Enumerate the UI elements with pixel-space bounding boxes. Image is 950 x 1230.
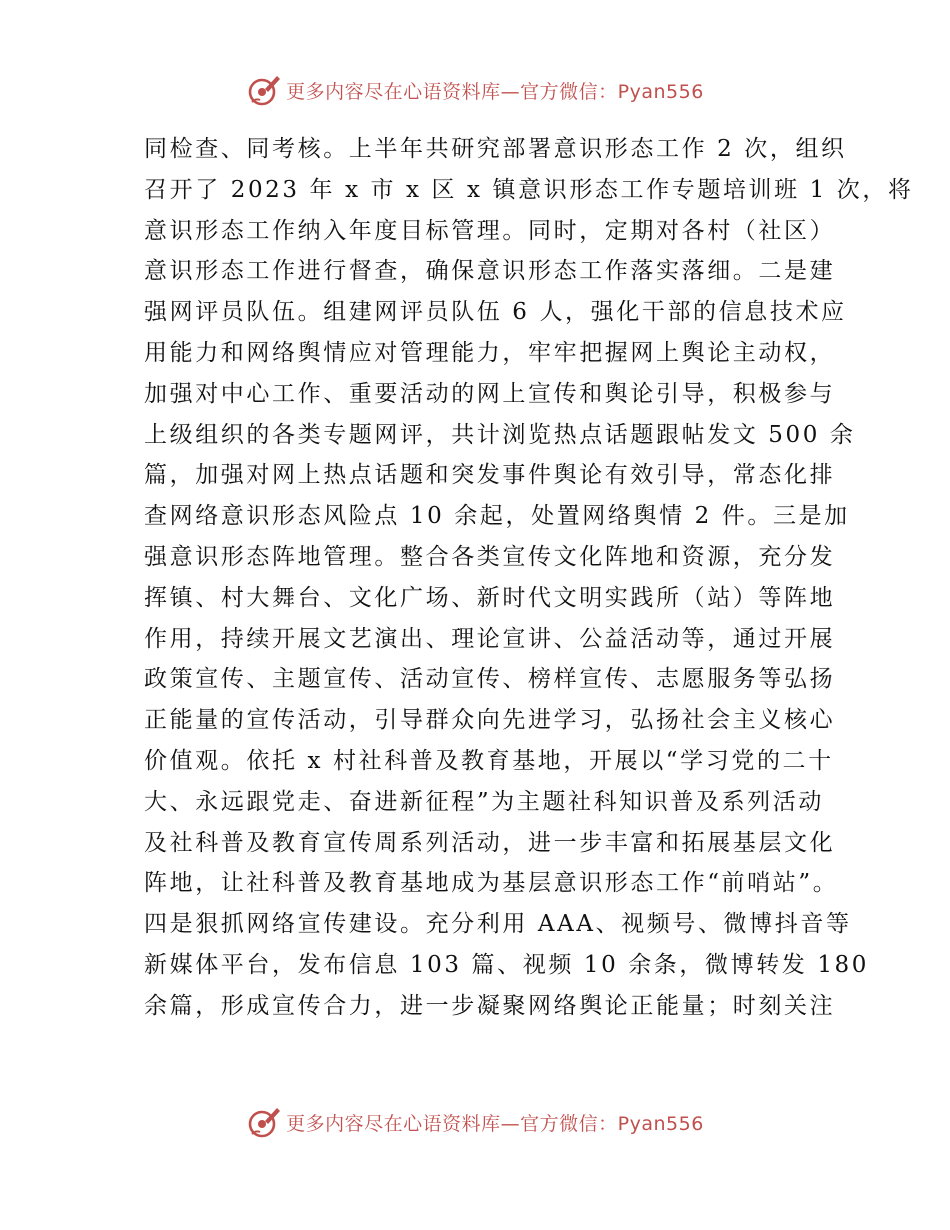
header-banner-text: 更多内容尽在心语资料库—官方微信：Pyan556	[286, 80, 704, 103]
pen-circle-logo-icon	[246, 72, 282, 108]
body-line: 强网评员队伍。组建网评员队伍 6 人，强化干部的信息技术应	[144, 299, 847, 326]
body-line: 正能量的宣传活动，引导群众向先进学习，弘扬社会主义核心	[144, 707, 836, 734]
body-line: 挥镇、村大舞台、文化广场、新时代文明实践所（站）等阵地	[144, 584, 836, 611]
footer-banner	[0, 1102, 950, 1142]
body-line: 意识形态工作进行督查，确保意识形态工作落实落细。二是建	[144, 258, 836, 285]
document-body	[144, 129, 914, 1027]
body-line: 阵地，让社科普及教育基地成为基层意识形态工作“前哨站”。	[144, 870, 839, 897]
body-line: 余篇，形成宣传合力，进一步凝聚网络舆论正能量；时刻关注	[144, 992, 836, 1019]
body-line: 用能力和网络舆情应对管理能力，牢牢把握网上舆论主动权，	[144, 339, 836, 366]
body-line: 政策宣传、主题宣传、活动宣传、榜样宣传、志愿服务等弘扬	[144, 666, 836, 693]
footer-banner-text: 更多内容尽在心语资料库—官方微信：Pyan556	[286, 1112, 704, 1135]
body-line: 新媒体平台，发布信息 103 篇、视频 10 余条，微博转发 180	[144, 951, 870, 978]
body-line: 查网络意识形态风险点 10 余起，处置网络舆情 2 件。三是加	[144, 503, 850, 530]
body-line: 加强对中心工作、重要活动的网上宣传和舆论引导，积极参与	[144, 380, 836, 407]
body-line: 同检查、同考核。上半年共研究部署意识形态工作 2 次，组织	[144, 136, 847, 162]
body-line: 及社科普及教育宣传周系列活动，进一步丰富和拓展基层文化	[144, 829, 836, 856]
body-line: 大、永远跟党走、奋进新征程”为主题社科知识普及系列活动	[144, 788, 824, 815]
header-banner	[0, 70, 950, 110]
body-line: 价值观。依托 x 村社科普及教育基地，开展以“学习党的二十	[144, 747, 834, 774]
body-line: 篇，加强对网上热点话题和突发事件舆论有效引导，常态化排	[144, 462, 836, 489]
body-line: 作用，持续开展文艺演出、理论宣讲、公益活动等，通过开展	[144, 625, 836, 652]
pen-circle-logo-icon	[246, 1104, 282, 1140]
body-line: 召开了 2023 年 x 市 x 区 x 镇意识形态工作专题培训班 1 次，将	[144, 176, 914, 203]
body-line: 意识形态工作纳入年度目标管理。同时，定期对各村（社区）	[144, 217, 836, 244]
body-line: 上级组织的各类专题网评，共计浏览热点话题跟帖发文 500 余	[144, 421, 856, 448]
body-line: 四是狠抓网络宣传建设。充分利用 AAA、视频号、微博抖音等	[144, 911, 852, 938]
body-line: 强意识形态阵地管理。整合各类宣传文化阵地和资源，充分发	[144, 543, 836, 570]
